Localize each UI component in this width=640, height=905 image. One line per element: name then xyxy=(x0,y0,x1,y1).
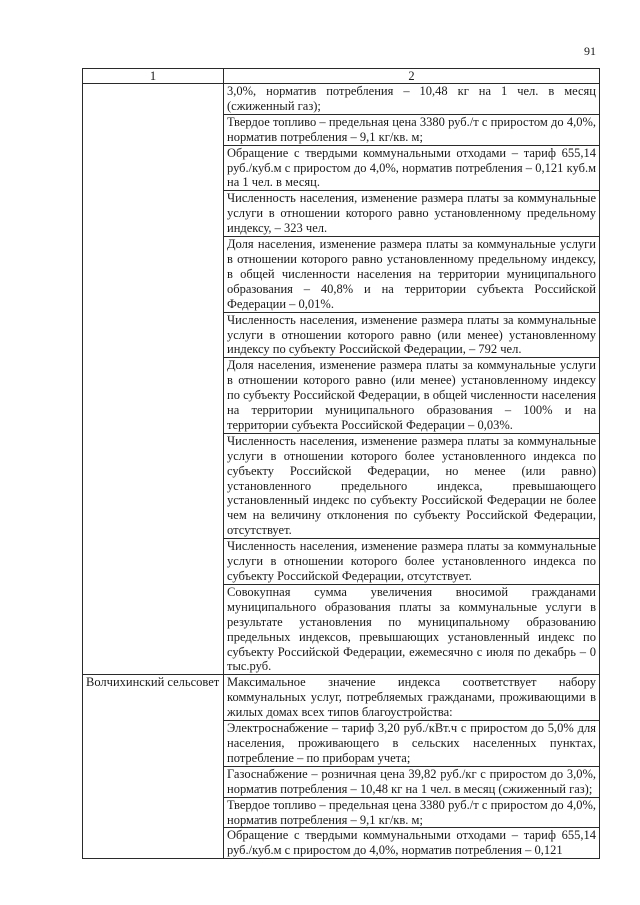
column-header-2: 2 xyxy=(224,69,600,84)
description-paragraph: Газоснабжение – розничная цена 39,82 руб./кг с приростом до 3,0%, норматив потребления – 10,48 кг на 1 чел. в месяц (сжиженный газ); xyxy=(224,767,599,798)
description-paragraph: Численность населения, изменение размера платы за коммунальные услуги в отношении которого более установленного индекса по субъекту Российской Федерации, но менее (или равно) установленного предельного индекса, превышающего установленный индекс по субъекту Российской Федерации не более чем на величину отклонения по субъекту Российской Федерации, отсутствует. xyxy=(224,434,599,539)
table-header-row xyxy=(83,69,600,84)
description-paragraph: Численность населения, изменение размера платы за коммунальные услуги в отношении которого более установленного индекса по субъекту Российской Федерации, отсутствует. xyxy=(224,539,599,585)
description-paragraph: Максимальное значение индекса соответствует набору коммунальных услуг, потребляемых гражданами, проживающими в жилых домах всех типов благоустройства: xyxy=(224,675,599,721)
page-number: 91 xyxy=(584,44,596,58)
table-row xyxy=(83,675,600,859)
municipality-cell xyxy=(83,84,224,675)
description-paragraph: Электроснабжение – тариф 3,20 руб./кВт.ч с приростом до 5,0% для населения, проживающего в сельских населенных пунктах, потребление – по приборам учета; xyxy=(224,721,599,767)
description-paragraph: Обращение с твердыми коммунальными отходами – тариф 655,14 руб./куб.м с приростом до 4,0%, норматив потребления – 0,121 куб.м на 1 чел. в месяц. xyxy=(224,146,599,192)
document-table xyxy=(82,68,600,859)
description-cell xyxy=(224,675,600,859)
description-paragraph: Численность населения, изменение размера платы за коммунальные услуги в отношении которого равно установленному предельному индексу, – 323 чел. xyxy=(224,191,599,237)
description-paragraph: 3,0%, норматив потребления – 10,48 кг на 1 чел. в месяц (сжиженный газ); xyxy=(224,84,599,115)
column-header-1: 1 xyxy=(83,69,224,84)
description-paragraph: Численность населения, изменение размера платы за коммунальные услуги в отношении которого равно (или менее) установленному индексу по субъекту Российской Федерации, – 792 чел. xyxy=(224,313,599,359)
description-paragraph: Твердое топливо – предельная цена 3380 руб./т с приростом до 4,0%, норматив потребления – 9,1 кг/кв. м; xyxy=(224,798,599,829)
table-row xyxy=(83,84,600,675)
municipality-cell: Волчихинский сельсовет xyxy=(83,675,224,859)
description-paragraph: Твердое топливо – предельная цена 3380 руб./т с приростом до 4,0%, норматив потребления – 9,1 кг/кв. м; xyxy=(224,115,599,146)
description-paragraph: Доля населения, изменение размера платы за коммунальные услуги в отношении которого равно (или менее) установленному индексу по субъекту Российской Федерации, в общей численности населения на территории муниципального образования – 100% и на территории субъекта Российской Федерации – 0,03%. xyxy=(224,358,599,434)
description-paragraph: Обращение с твердыми коммунальными отходами – тариф 655,14 руб./куб.м с приростом до 4,0%, норматив потребления – 0,121 xyxy=(227,828,596,858)
description-cell xyxy=(224,84,600,675)
description-paragraph: Доля населения, изменение размера платы за коммунальные услуги в отношении которого равно установленному предельному индексу, в общей численности населения на территории муниципального образования – 40,8% и на территории субъекта Российской Федерации – 0,01%. xyxy=(224,237,599,313)
description-paragraph: Совокупная сумма увеличения вносимой гражданами муниципального образования платы за коммунальные услуги в результате установления по муниципальному образованию предельных индексов, превышающих установленный индекс по субъекту Российской Федерации, ежемесячно с июля по декабрь – 0 тыс.руб. xyxy=(227,584,596,674)
